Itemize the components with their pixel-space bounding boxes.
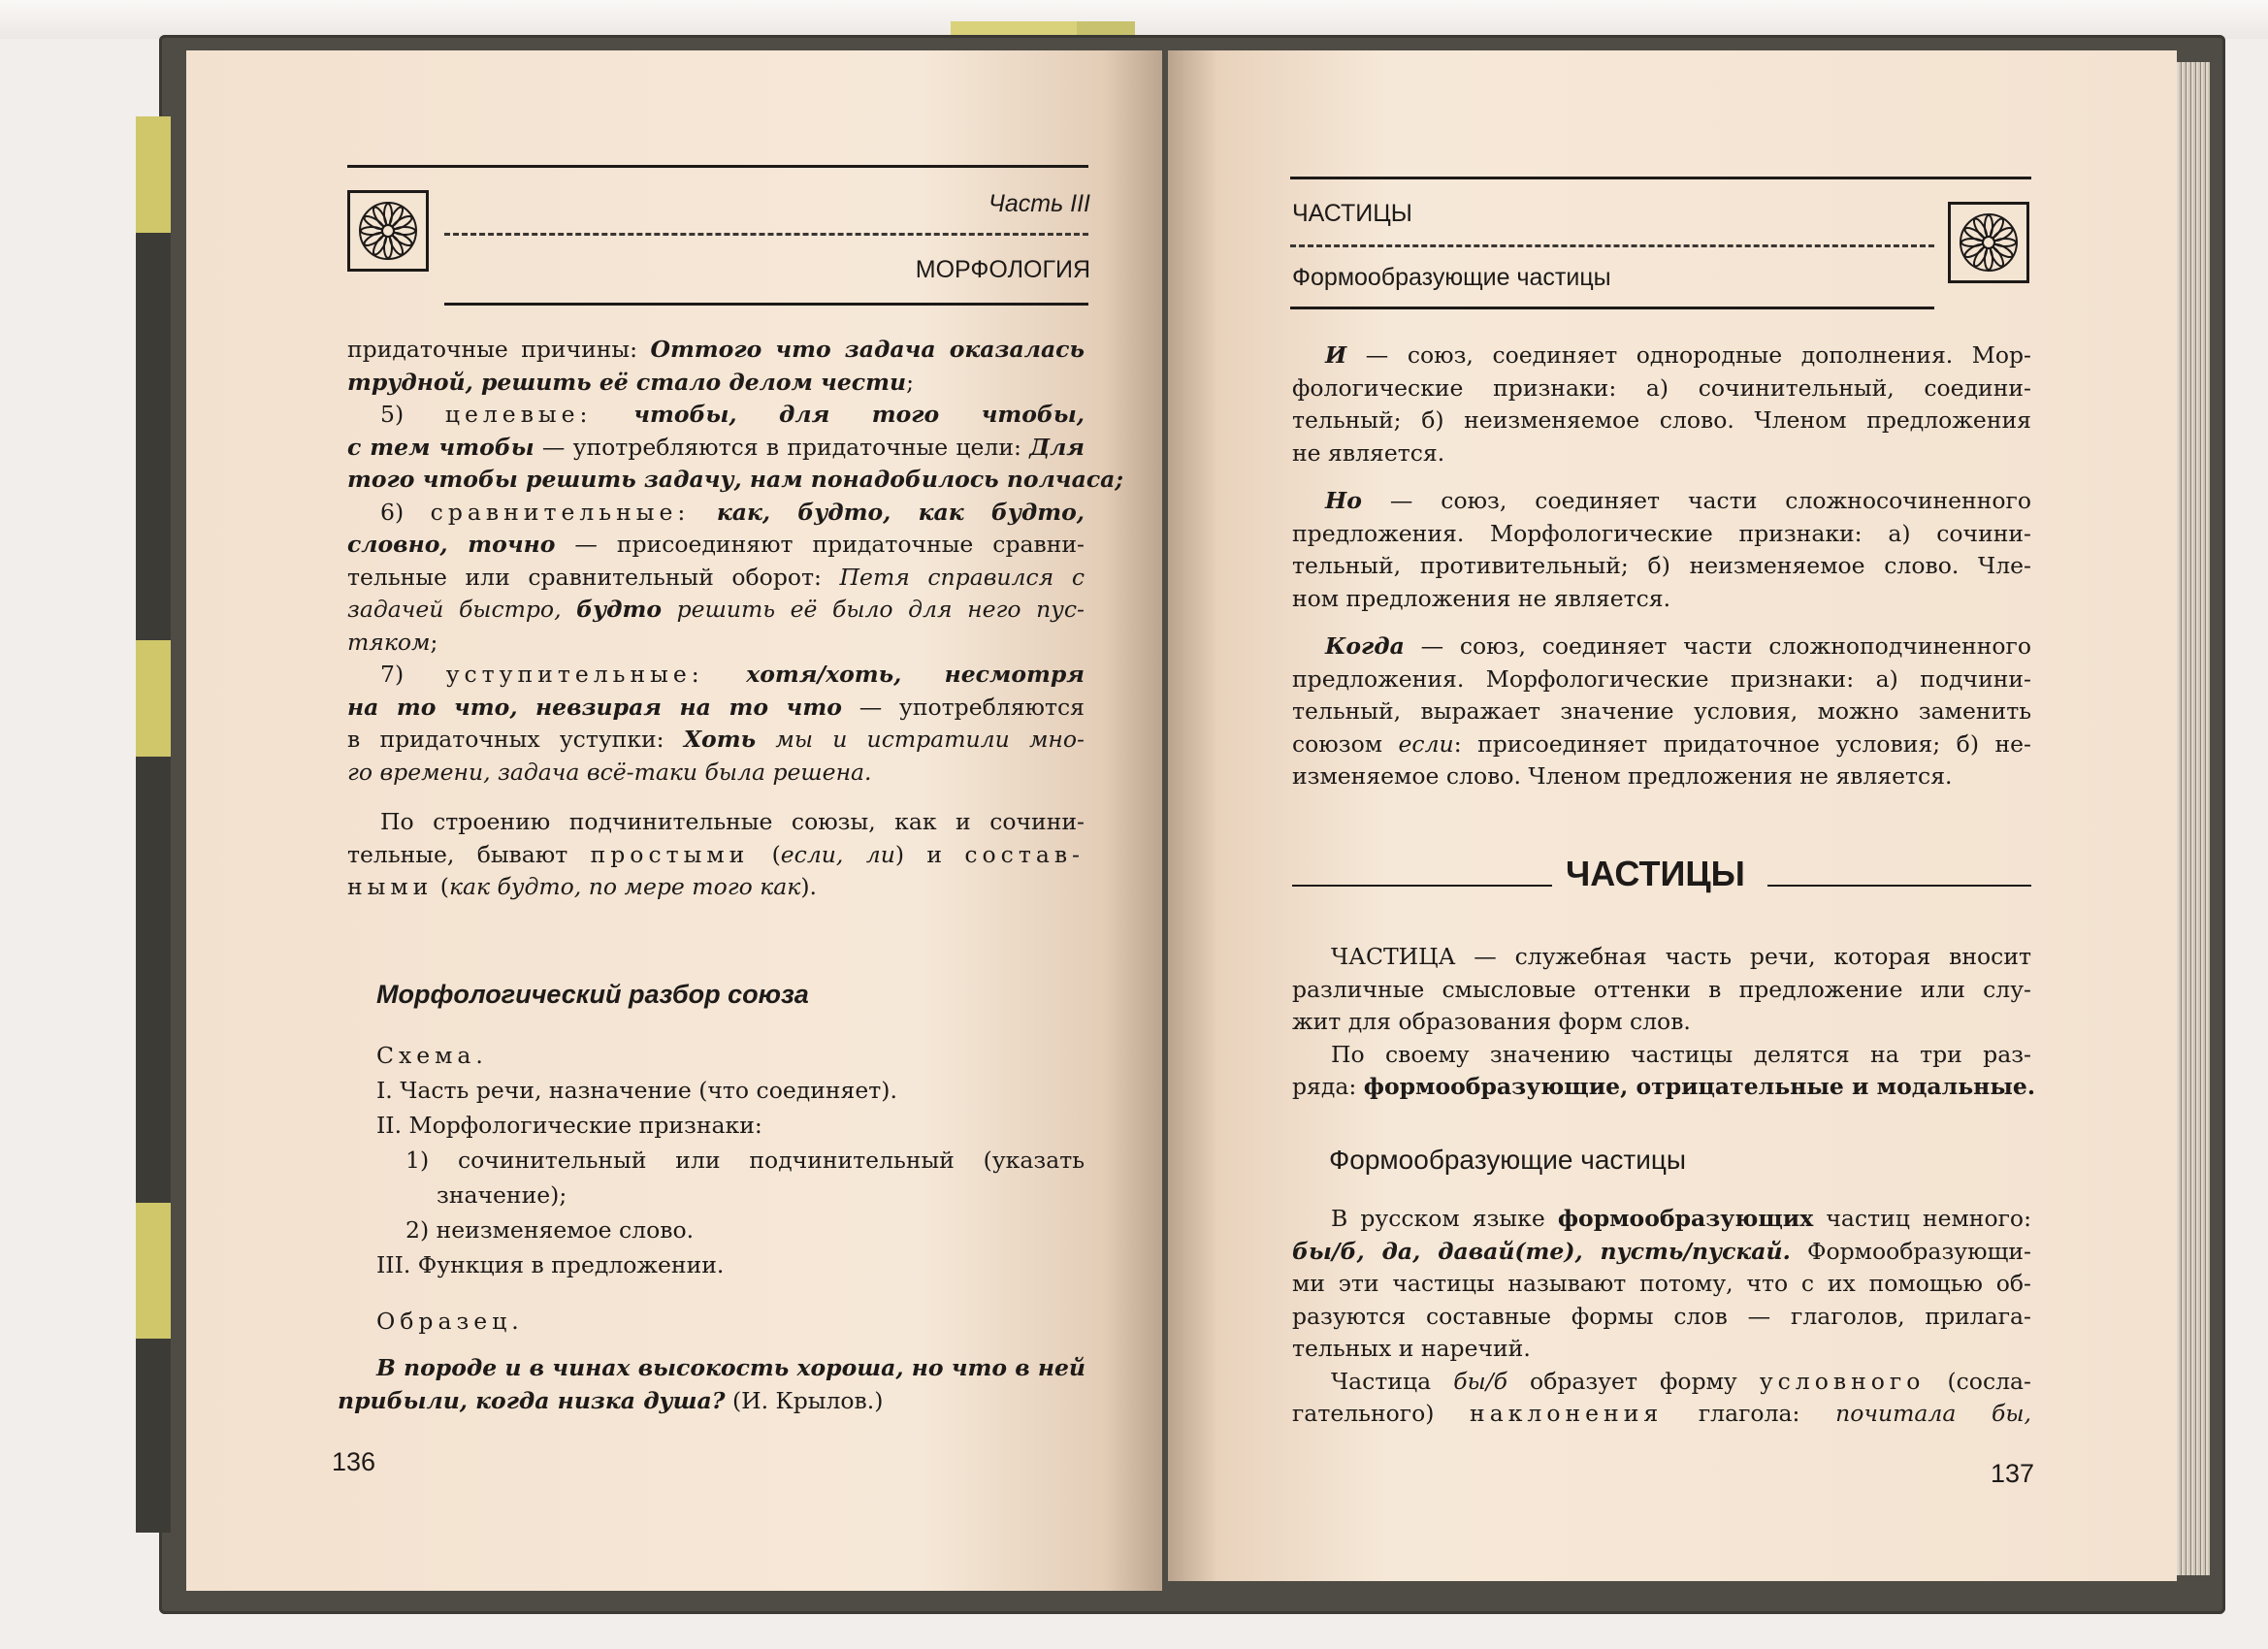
text-line: трудной, решить её стало делом чести;	[347, 368, 914, 396]
scheme-item: I. Часть речи, назначение (что соединяет).	[376, 1077, 897, 1104]
text-line: с тем чтобы — употребляются в придаточные цели: Для	[347, 433, 1085, 461]
running-header-subtitle: Формообразующие частицы	[1292, 264, 1611, 291]
section-rule-left	[1292, 885, 1552, 887]
text-line: изменяемое слово. Членом предложения не является.	[1292, 762, 1953, 790]
spine-dark-strip	[136, 757, 171, 1203]
scheme-item: 1) сочинительный или подчинительный (указать	[405, 1147, 1085, 1174]
sample-quote	[338, 1352, 1085, 1417]
text-line: И — союз, соединяет однородные дополнения. Мор-	[1325, 341, 2031, 369]
running-header-part: Часть III	[988, 190, 1090, 217]
page-number-left: 136	[332, 1447, 376, 1476]
text-line: Но — союз, соединяет части сложносочиненного	[1325, 487, 2031, 514]
text-line: предложения. Морфологические признаки: а) сочини-	[1292, 519, 2031, 547]
text-line: Частица бы/б образует форму условного (сосла-	[1331, 1367, 2031, 1395]
spine-dark-strip	[136, 233, 171, 640]
section-title: ЧАСТИЦЫ	[1566, 854, 1745, 893]
header-rule-top	[1290, 177, 2031, 179]
text-line: на то что, невзирая на то что — употребляются	[347, 693, 1085, 721]
header-rule-bottom	[1290, 307, 1934, 309]
right-body-text-bottom	[1292, 1203, 2031, 1431]
text-line: 5) целевые: чтобы, для того чтобы,	[380, 401, 1085, 428]
header-dashed-rule	[1290, 244, 1934, 247]
header-rule-top	[347, 165, 1088, 168]
header-dashed-rule	[444, 233, 1088, 236]
text-line: в придаточных уступки: Хоть мы и истратили мно-	[347, 726, 1085, 753]
text-line: тельный; б) неизменяемое слово. Членом предложения	[1292, 406, 2031, 434]
spine-yellow-strip	[136, 640, 171, 757]
text-line: тельный, противительный; б) неизменяемое слово. Чле-	[1292, 552, 2031, 579]
text-line: тяком;	[347, 628, 438, 656]
text-line: тельные или сравнительный оборот: Петя справился с	[347, 563, 1085, 591]
text-line: ном предложения не является.	[1292, 584, 1671, 612]
running-header-section: МОРФОЛОГИЯ	[915, 256, 1090, 283]
text-line: 7) уступительные: хотя/хоть, несмотря	[380, 661, 1085, 688]
text-line: того чтобы решить задачу, нам понадобилось полчаса;	[347, 466, 1124, 493]
quote-line: В породе и в чинах высокость хороша, но что в ней	[376, 1354, 1086, 1381]
running-header-title: ЧАСТИЦЫ	[1292, 200, 1412, 227]
text-line: тельные, бывают простыми (если, ли) и состав-	[347, 840, 1085, 868]
text-line: придаточные причины: Оттого что задача оказалась	[347, 336, 1085, 363]
sample-label	[376, 1306, 1085, 1339]
text-line: го времени, задача всё-таки была решена.	[347, 758, 872, 786]
header-rule-bottom	[444, 303, 1088, 306]
subheading-form-particles: Формообразующие частицы	[1329, 1145, 1687, 1175]
text-line: ряда: формообразующие, отрицательные и модальные.	[1292, 1073, 2036, 1100]
text-line: ЧАСТИЦА — служебная часть речи, которая вносит	[1331, 943, 2031, 970]
right-body-text-mid	[1292, 941, 2036, 1104]
text-line: предложения. Морфологические признаки: а) подчини-	[1292, 664, 2031, 693]
sample-label-text: Образец.	[376, 1308, 524, 1335]
scheme-label: Схема.	[376, 1042, 488, 1069]
text-line: тельных и наречий.	[1292, 1335, 1531, 1362]
scheme-block	[376, 1038, 1085, 1282]
text-line: гательного) наклонения глагола: почитала бы,	[1292, 1400, 2031, 1427]
scheme-item: II. Морфологические признаки:	[376, 1112, 762, 1139]
text-line: Когда — союз, соединяет части сложноподчиненного	[1325, 632, 2031, 660]
page-number-right: 137	[1991, 1459, 2035, 1488]
text-line: разуются составные формы слов — глаголов, прилага-	[1292, 1302, 2031, 1330]
text-line: фологические признаки: а) сочинительный, соедини-	[1292, 373, 2031, 402]
subheading-morph-analysis: Морфологический разбор союза	[376, 980, 809, 1009]
left-body-text	[347, 334, 1124, 904]
text-line: В русском языке формообразующих частиц немного:	[1331, 1205, 2031, 1232]
text-line: По строению подчинительные союзы, как и сочини-	[380, 808, 1085, 835]
text-line: ми эти частицы называют потому, что с их помощью об-	[1292, 1270, 2031, 1297]
text-line: союзом если: присоединяет придаточное условия; б) не-	[1292, 729, 2031, 758]
scheme-item: III. Функция в предложении.	[376, 1251, 725, 1278]
spine-yellow-strip	[136, 116, 171, 233]
scheme-item: значение);	[437, 1181, 567, 1209]
text-line: ными (как будто, по мере того как).	[347, 873, 817, 900]
right-body-text-top	[1292, 340, 2031, 793]
flower-emblem-icon	[1948, 202, 2029, 283]
text-line: не является.	[1292, 438, 1445, 467]
flower-emblem-icon	[347, 190, 429, 272]
text-line: задачей быстро, будто решить её было для него пус-	[347, 596, 1085, 623]
text-line: тельный, выражает значение условия, можно заменить	[1292, 697, 2031, 725]
scheme-item: 2) неизменяемое слово.	[405, 1216, 695, 1244]
spine-dark-strip	[136, 1339, 171, 1533]
text-line: жит для образования форм слов.	[1292, 1008, 1691, 1035]
text-line: По своему значению частицы делятся на три раз-	[1331, 1040, 2031, 1068]
text-line: различные смысловые оттенки в предложение или слу-	[1292, 975, 2031, 1003]
section-rule-right	[1767, 885, 2031, 887]
text-line: 6) сравнительные: как, будто, как будто,	[380, 498, 1085, 526]
text-line: бы/б, да, давай(те), пусть/пускай. Формообразующи-	[1292, 1237, 2031, 1265]
text-line: словно, точно — присоединяют придаточные сравни-	[347, 531, 1085, 558]
spine-yellow-strip	[136, 1203, 171, 1339]
quote-line: прибыли, когда низка душа? (И. Крылов.)	[338, 1386, 884, 1414]
